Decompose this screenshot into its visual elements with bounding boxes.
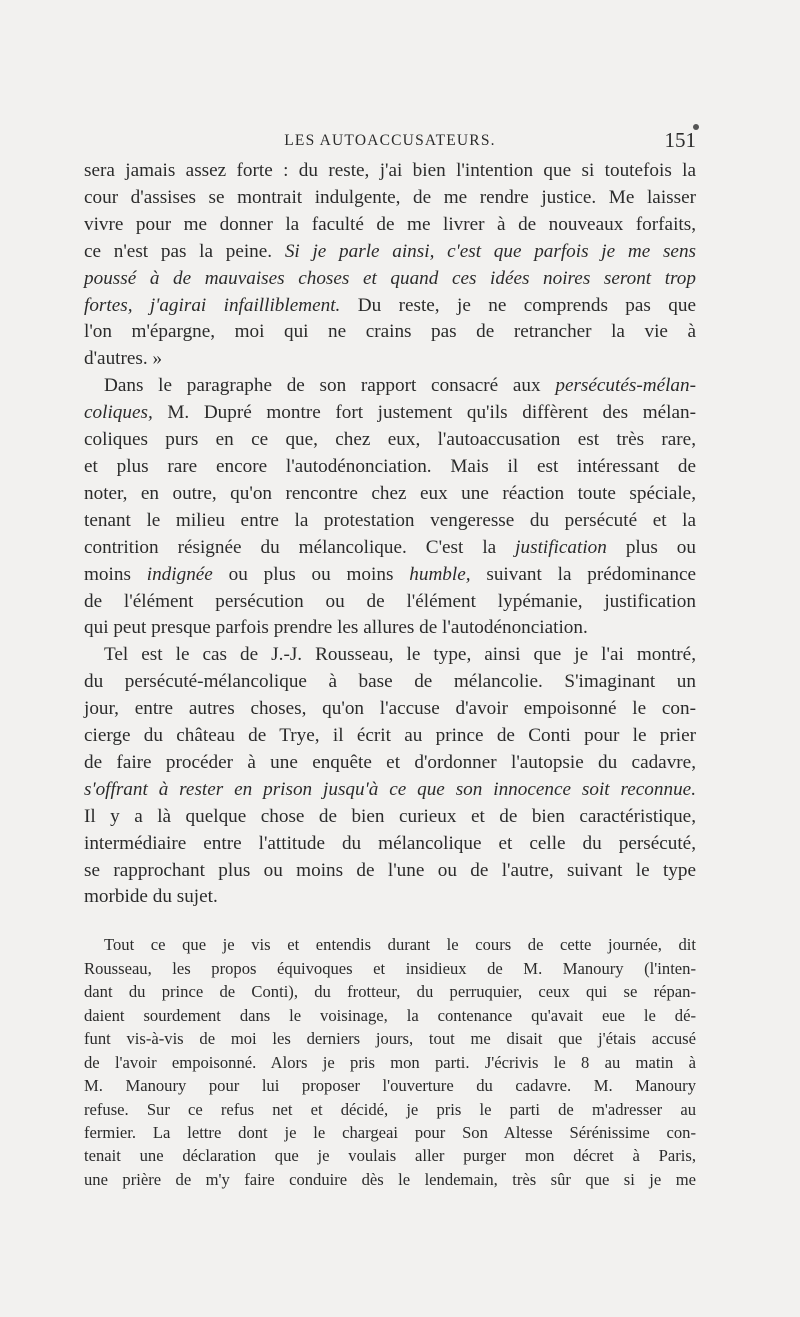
text-run: cierge du château de Trye, il écrit au prince de Conti pour le prier: [84, 725, 696, 747]
text-line: [84, 454, 696, 481]
book-page: [84, 128, 696, 1191]
text-run: M. Dupré montre fort justement qu'ils diffèrent des mélan-: [152, 402, 696, 424]
text-line: [84, 400, 696, 427]
text-run-italic: fortes, j'agirai infailliblement.: [84, 294, 341, 316]
text-line: [84, 212, 696, 239]
quote-line: M. Manoury pour lui proposer l'ouverture du cadavre. M. Manoury: [84, 1076, 696, 1096]
text-line: [84, 266, 696, 293]
text-run: ce n'est pas la peine.: [84, 240, 285, 262]
text-run: intermédiaire entre l'attitude du mélancolique et celle du persécuté,: [84, 832, 696, 854]
text-run: cour d'assises se montrait indulgente, de me rendre justice. Me laisser: [84, 186, 696, 208]
text-line: [84, 696, 696, 723]
quote-line: tenait une déclaration que je voulais aller purger mon décret à Paris,: [84, 1146, 696, 1166]
text-line: [84, 723, 696, 750]
text-run-italic: Si je parle ainsi, c'est que parfois je me sens: [284, 240, 697, 262]
text-run-italic: persécutés-mélan-: [555, 375, 696, 397]
running-header: [84, 128, 696, 158]
quote-line: de l'avoir empoisonné. Alors je pris mon parti. J'écrivis le 8 au matin à: [84, 1052, 696, 1072]
text-run: noter, en outre, qu'on rencontre chez eux une réaction toute spéciale,: [84, 482, 696, 504]
text-run: morbide du sujet.: [84, 886, 218, 908]
quote-line: refuse. Sur ce refus net et décidé, je pris le parti de m'adresser au: [84, 1099, 696, 1119]
text-run: contrition résignée du mélancolique. C'est la: [84, 536, 516, 558]
text-run: Du reste, je ne comprends pas que: [340, 294, 696, 316]
running-title: LES AUTOACCUSATEURS.: [284, 132, 496, 149]
text-line: [84, 804, 696, 831]
text-run: de faire procéder à une enquête et d'ordonner l'autopsie du cadavre,: [84, 751, 696, 773]
text-run: l'on m'épargne, moi qui ne crains pas de retrancher la vie à: [84, 321, 696, 343]
text-line: [84, 535, 696, 562]
text-run: du persécuté-mélancolique à base de mélancolie. S'imaginant un: [84, 671, 696, 693]
text-line: [84, 642, 696, 669]
text-line: [84, 373, 696, 400]
quote-line: funt vis-à-vis de moi les derniers jours, tout me disait que j'étais accusé: [84, 1029, 696, 1049]
quote-line: daient sourdement dans le voisinage, la contenance qu'avait eue le dé-: [84, 1005, 696, 1025]
text-line: [84, 669, 696, 696]
quote-line: Rousseau, les propos équivoques et insidieux de M. Manoury (l'inten-: [84, 958, 696, 978]
text-run: sera jamais assez forte : du reste, j'ai bien l'intention que si toutefois la: [84, 160, 696, 181]
text-line: [84, 750, 696, 777]
text-line: [84, 858, 696, 885]
text-run: qui peut presque parfois prendre les allures de l'autodénonciation.: [84, 617, 588, 639]
text-run: Il y a là quelque chose de bien curieux et de bien caractéristique,: [84, 805, 696, 827]
page-number: 151: [664, 128, 696, 152]
text-run: et plus rare encore l'autodénonciation. Mais il est intéressant de: [84, 455, 696, 477]
text-line: [84, 589, 696, 616]
quote-line: fermier. La lettre dont je le chargeai pour Son Altesse Sérénissime con-: [84, 1123, 696, 1142]
text-line: [84, 427, 696, 454]
text-run-italic: poussé à de mauvaises choses et quand ces idées noires seront trop: [84, 267, 696, 289]
text-line: [84, 346, 696, 373]
text-run: jour, entre autres choses, qu'on l'accuse d'avoir empoisonné le con-: [84, 698, 696, 720]
text-line: [84, 239, 696, 266]
text-run: plus ou: [606, 536, 696, 558]
text-line: [84, 777, 696, 804]
text-run: se rapprochant plus ou moins de l'une ou de l'autre, suivant le type: [84, 859, 696, 881]
quote-line: Tout ce que je vis et entendis durant le cours de cette journée, dit: [104, 935, 696, 955]
text-run: moins: [84, 563, 147, 585]
text-line: [84, 319, 696, 346]
quoted-passage: [84, 933, 696, 1191]
text-run: ou plus ou moins: [212, 563, 410, 585]
text-run: coliques purs en ce que, chez eux, l'autoaccusation est très rare,: [84, 429, 696, 451]
text-run-italic: indignée: [146, 563, 213, 585]
quote-line: dant du prince de Conti), du frotteur, du perruquier, ceux qui se répan-: [84, 982, 696, 1002]
text-line: [84, 615, 696, 642]
text-line: [84, 508, 696, 535]
text-run-italic: justification: [515, 536, 607, 558]
text-line: [84, 293, 696, 320]
text-line: [84, 481, 696, 508]
text-run: Dans le paragraphe de son rapport consacré aux: [104, 375, 556, 397]
text-run: suivant la prédominance: [470, 563, 696, 585]
text-line: [84, 562, 696, 589]
text-run: vivre pour me donner la faculté de me livrer à de nouveaux forfaits,: [84, 213, 696, 235]
text-line: [84, 158, 696, 185]
text-run: tenant le milieu entre la protestation vengeresse du persécuté et la: [84, 509, 696, 531]
text-run-italic: humble,: [409, 563, 471, 585]
text-line: [84, 831, 696, 858]
quote-line: une prière de m'y faire conduire dès le lendemain, très sûr que si je me: [84, 1169, 696, 1189]
main-text: [84, 158, 696, 911]
text-run-italic: coliques,: [84, 402, 153, 424]
text-run-italic: s'offrant à rester en prison jusqu'à ce que son innocence soit reconnue.: [84, 778, 696, 800]
text-run: de l'élément persécution ou de l'élément lypémanie, justification: [84, 590, 696, 612]
text-run: Tel est le cas de J.-J. Rousseau, le type, ainsi que je l'ai montré,: [104, 644, 696, 666]
text-line: [84, 884, 696, 911]
text-run: d'autres. »: [84, 348, 163, 370]
text-line: [84, 185, 696, 212]
